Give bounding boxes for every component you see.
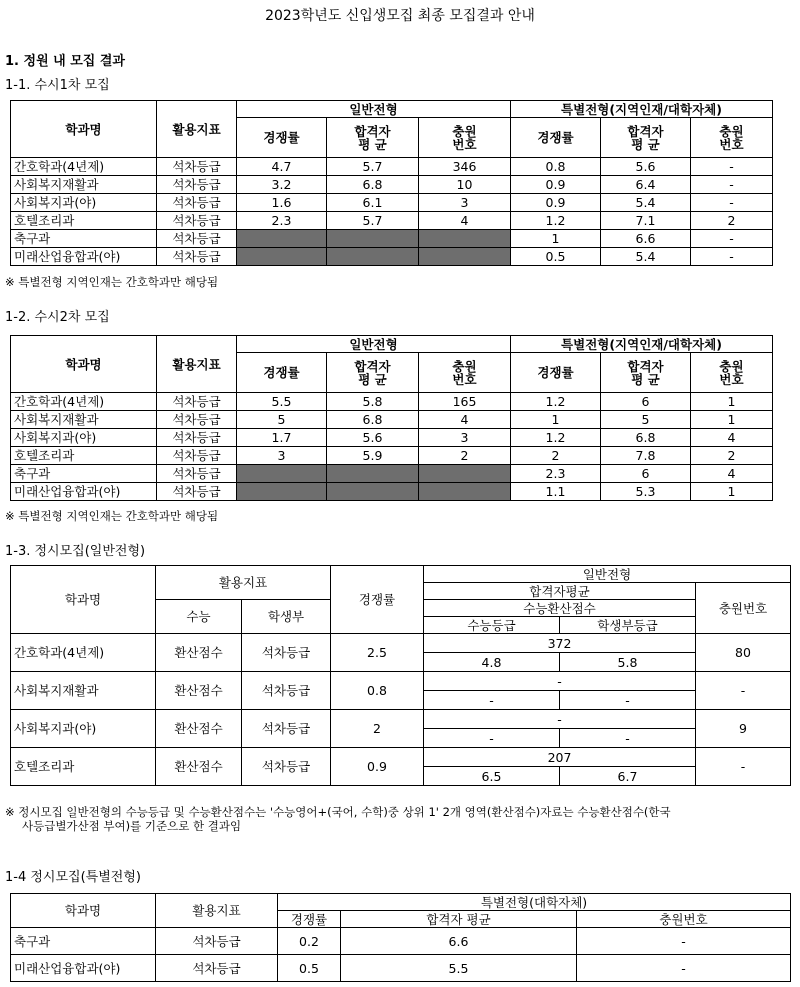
value-cell: -	[691, 176, 773, 194]
note: ※ 특별전형 지역인재는 간호학과만 해당됨	[5, 509, 219, 523]
page-title: 2023학년도 신입생모집 최종 모집결과 안내	[265, 8, 535, 24]
rate: 0.5	[278, 955, 341, 982]
value-cell: 5	[601, 411, 691, 429]
rate: 2.5	[331, 634, 424, 672]
header-indicator: 활용지표	[156, 566, 331, 600]
dept-name: 호텔조리과	[11, 447, 157, 465]
header-general: 일반전형	[237, 336, 511, 353]
header-score: 수능환산점수	[424, 600, 696, 617]
table-susi1	[10, 100, 773, 266]
indicator: 석차등급	[156, 955, 278, 982]
rate: 0.8	[331, 672, 424, 710]
wait: 9	[696, 710, 791, 748]
header-avg: 합격자 평균	[341, 911, 577, 928]
value-cell: 5.5	[237, 393, 327, 411]
indicator: 석차등급	[157, 465, 237, 483]
dept-name: 사회복지과(야)	[11, 429, 157, 447]
table-row	[11, 411, 773, 429]
header-rate: 경쟁률	[278, 911, 341, 928]
value-cell: 5.6	[327, 429, 419, 447]
note: ※ 특별전형 지역인재는 간호학과만 해당됨	[5, 275, 219, 289]
indicator: 환산점수	[156, 634, 242, 672]
dept-name: 사회복지재활과	[11, 176, 157, 194]
table-row	[11, 248, 773, 266]
wait: -	[577, 928, 791, 955]
table-row	[11, 483, 773, 501]
value-cell: 6.8	[327, 176, 419, 194]
table-susi2	[10, 335, 773, 501]
value-cell: 5	[237, 411, 327, 429]
header-rate: 경쟁률	[237, 353, 327, 393]
empty-cell	[327, 483, 419, 501]
value-cell: 6	[601, 393, 691, 411]
header-wait: 충원번호	[696, 583, 791, 634]
table-row	[11, 429, 773, 447]
indicator: 석차등급	[157, 230, 237, 248]
wait: -	[696, 748, 791, 786]
header-dept: 학과명	[11, 336, 157, 393]
header-avg: 합격자 평 균	[327, 118, 419, 158]
rate: 0.9	[331, 748, 424, 786]
header-avg: 합격자평균	[424, 583, 696, 600]
indicator: 석차등급	[157, 248, 237, 266]
header-indicator: 활용지표	[157, 336, 237, 393]
dept-name: 간호학과(4년제)	[11, 393, 157, 411]
dept-name: 간호학과(4년제)	[11, 158, 157, 176]
empty-cell	[327, 465, 419, 483]
header-general: 일반전형	[424, 566, 791, 583]
school-grade: 5.8	[560, 653, 696, 672]
header-dept: 학과명	[11, 566, 156, 634]
value-cell: 0.9	[511, 194, 601, 212]
empty-cell	[419, 230, 511, 248]
table-row	[11, 158, 773, 176]
empty-cell	[419, 465, 511, 483]
dept-name: 미래산업융합과(야)	[11, 248, 157, 266]
value-cell: 4	[691, 429, 773, 447]
table-row	[11, 393, 773, 411]
table-row	[11, 672, 791, 691]
empty-cell	[327, 248, 419, 266]
value-cell: 4	[691, 465, 773, 483]
value-cell: 1	[691, 411, 773, 429]
value-cell: -	[691, 158, 773, 176]
dept-name: 축구과	[11, 928, 156, 955]
grade: 6.5	[424, 767, 560, 786]
value-cell: 4	[419, 411, 511, 429]
value-cell: 0.8	[511, 158, 601, 176]
value-cell: 1.6	[237, 194, 327, 212]
value-cell: 5.3	[601, 483, 691, 501]
value-cell: 3	[419, 429, 511, 447]
header-dept: 학과명	[11, 894, 156, 928]
header-rate: 경쟁률	[331, 566, 424, 634]
value-cell: 5.6	[601, 158, 691, 176]
header-suneung: 수능	[156, 600, 242, 634]
header-wait: 충원 번호	[691, 353, 773, 393]
value-cell: -	[691, 230, 773, 248]
value-cell: 5.7	[327, 212, 419, 230]
header-rate: 경쟁률	[237, 118, 327, 158]
table-row	[11, 928, 791, 955]
header-rate: 경쟁률	[511, 118, 601, 158]
wait: -	[577, 955, 791, 982]
indicator: 석차등급	[157, 411, 237, 429]
indicator: 석차등급	[242, 748, 331, 786]
indicator: 석차등급	[157, 429, 237, 447]
value-cell: 1.1	[511, 483, 601, 501]
value-cell: 6	[601, 465, 691, 483]
dept-name: 미래산업융합과(야)	[11, 955, 156, 982]
header-general: 일반전형	[237, 101, 511, 118]
value-cell: 2	[691, 212, 773, 230]
value-cell: 0.9	[511, 176, 601, 194]
value-cell: 7.8	[601, 447, 691, 465]
empty-cell	[419, 483, 511, 501]
value-cell: 3.2	[237, 176, 327, 194]
indicator: 환산점수	[156, 710, 242, 748]
dept-name: 간호학과(4년제)	[11, 634, 156, 672]
dept-name: 호텔조리과	[11, 748, 156, 786]
dept-name: 호텔조리과	[11, 212, 157, 230]
grade: -	[424, 729, 560, 748]
table-row	[11, 212, 773, 230]
subsection-heading-1-3: 1-3. 정시모집(일반전형)	[5, 544, 146, 559]
subsection-heading-1-2: 1-2. 수시2차 모집	[5, 310, 110, 325]
header-avg: 합격자 평 균	[327, 353, 419, 393]
indicator: 석차등급	[157, 176, 237, 194]
dept-name: 사회복지과(야)	[11, 710, 156, 748]
section-heading: 1. 정원 내 모집 결과	[5, 54, 125, 69]
subsection-heading-1-1: 1-1. 수시1차 모집	[5, 78, 110, 93]
table-row	[11, 955, 791, 982]
dept-name: 축구과	[11, 465, 157, 483]
header-wait: 충원번호	[577, 911, 791, 928]
value-cell: 1	[691, 483, 773, 501]
table-jeongsi-general	[10, 565, 791, 786]
table-row	[11, 176, 773, 194]
school-grade: -	[560, 691, 696, 710]
score: 372	[424, 634, 696, 653]
value-cell: 6.8	[601, 429, 691, 447]
value-cell: 1	[691, 393, 773, 411]
wait: 80	[696, 634, 791, 672]
indicator: 석차등급	[157, 158, 237, 176]
empty-cell	[237, 483, 327, 501]
header-wait: 충원 번호	[419, 118, 511, 158]
table-jeongsi-special	[10, 893, 791, 982]
value-cell: 3	[237, 447, 327, 465]
value-cell: 2	[419, 447, 511, 465]
value-cell: 1	[511, 411, 601, 429]
value-cell: 5.7	[327, 158, 419, 176]
header-special: 특별전형(대학자체)	[278, 894, 791, 911]
header-hakseng: 학생부	[242, 600, 331, 634]
dept-name: 사회복지재활과	[11, 411, 157, 429]
score: -	[424, 710, 696, 729]
empty-cell	[237, 248, 327, 266]
value-cell: 6.8	[327, 411, 419, 429]
indicator: 석차등급	[157, 194, 237, 212]
value-cell: 5.4	[601, 194, 691, 212]
table-row	[11, 465, 773, 483]
value-cell: 7.1	[601, 212, 691, 230]
value-cell: 5.9	[327, 447, 419, 465]
header-grade: 수능등급	[424, 617, 560, 634]
avg: 6.6	[341, 928, 577, 955]
header-special: 특별전형(지역인재/대학자체)	[511, 101, 773, 118]
value-cell: 1.7	[237, 429, 327, 447]
value-cell: 10	[419, 176, 511, 194]
value-cell: -	[691, 194, 773, 212]
header-rate: 경쟁률	[511, 353, 601, 393]
indicator: 석차등급	[242, 672, 331, 710]
school-grade: 6.7	[560, 767, 696, 786]
header-avg: 합격자 평 균	[601, 353, 691, 393]
dept-name: 사회복지재활과	[11, 672, 156, 710]
table-row	[11, 710, 791, 729]
value-cell: 6.4	[601, 176, 691, 194]
indicator: 환산점수	[156, 748, 242, 786]
indicator: 환산점수	[156, 672, 242, 710]
header-indicator: 활용지표	[157, 101, 237, 158]
grade: 4.8	[424, 653, 560, 672]
value-cell: 3	[419, 194, 511, 212]
table-row	[11, 230, 773, 248]
value-cell: 0.5	[511, 248, 601, 266]
indicator: 석차등급	[156, 928, 278, 955]
dept-name: 사회복지과(야)	[11, 194, 157, 212]
value-cell: 5.4	[601, 248, 691, 266]
rate: 0.2	[278, 928, 341, 955]
value-cell: 5.8	[327, 393, 419, 411]
header-avg: 합격자 평 균	[601, 118, 691, 158]
empty-cell	[419, 248, 511, 266]
indicator: 석차등급	[157, 212, 237, 230]
value-cell: 2	[691, 447, 773, 465]
value-cell: 2.3	[511, 465, 601, 483]
value-cell: 1	[511, 230, 601, 248]
indicator: 석차등급	[242, 710, 331, 748]
value-cell: 1.2	[511, 429, 601, 447]
value-cell: 2.3	[237, 212, 327, 230]
header-school: 학생부등급	[560, 617, 696, 634]
value-cell: 1.2	[511, 212, 601, 230]
score: 207	[424, 748, 696, 767]
note: ※ 정시모집 일반전형의 수능등급 및 수능환산점수는 '수능영어+(국어, 수학)중 상위 1' 2개 영역(환산점수)자료는 수능환산점수(한국 사등급별가산점 부여)를 기준으로 한 결과임	[5, 805, 671, 833]
value-cell: 4.7	[237, 158, 327, 176]
empty-cell	[237, 230, 327, 248]
dept-name: 축구과	[11, 230, 157, 248]
score: -	[424, 672, 696, 691]
table-row	[11, 447, 773, 465]
table-row	[11, 194, 773, 212]
indicator: 석차등급	[242, 634, 331, 672]
grade: -	[424, 691, 560, 710]
indicator: 석차등급	[157, 483, 237, 501]
school-grade: -	[560, 729, 696, 748]
empty-cell	[327, 230, 419, 248]
header-wait: 충원 번호	[419, 353, 511, 393]
value-cell: 4	[419, 212, 511, 230]
value-cell: -	[691, 248, 773, 266]
header-wait: 충원 번호	[691, 118, 773, 158]
value-cell: 1.2	[511, 393, 601, 411]
table-row	[11, 634, 791, 653]
header-dept: 학과명	[11, 101, 157, 158]
header-special: 특별전형(지역인재/대학자체)	[511, 336, 773, 353]
value-cell: 2	[511, 447, 601, 465]
subsection-heading-1-4: 1-4 정시모집(특별전형)	[5, 870, 141, 885]
value-cell: 346	[419, 158, 511, 176]
indicator: 석차등급	[157, 393, 237, 411]
avg: 5.5	[341, 955, 577, 982]
wait: -	[696, 672, 791, 710]
dept-name: 미래산업융합과(야)	[11, 483, 157, 501]
table-row	[11, 748, 791, 767]
indicator: 석차등급	[157, 447, 237, 465]
value-cell: 165	[419, 393, 511, 411]
header-indicator: 활용지표	[156, 894, 278, 928]
rate: 2	[331, 710, 424, 748]
value-cell: 6.6	[601, 230, 691, 248]
value-cell: 6.1	[327, 194, 419, 212]
empty-cell	[237, 465, 327, 483]
